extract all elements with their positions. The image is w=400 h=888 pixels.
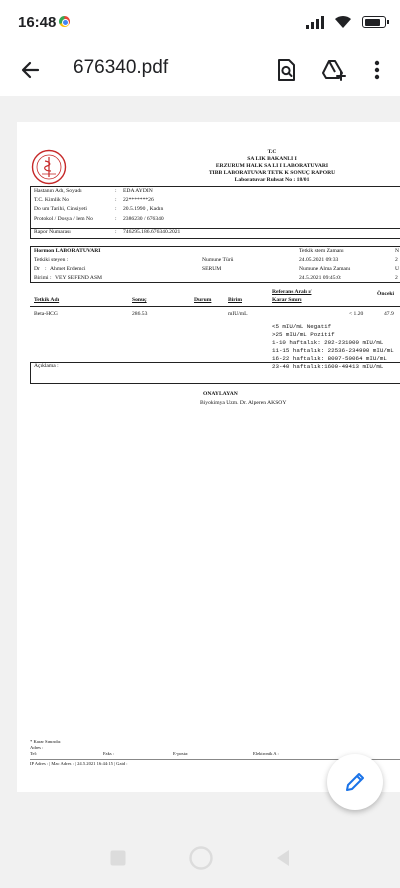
arrow-back-icon [20, 60, 40, 80]
result-test: Beta-HCG [34, 311, 58, 317]
reference-line: >25 mIU/mL Pozitif [272, 331, 335, 338]
pdf-viewer[interactable] [0, 96, 400, 820]
edit-fab-button[interactable] [327, 754, 383, 810]
reference-line: 16-22 haftalık: 8007-50064 mIU/mL [272, 355, 387, 362]
reference-line: <5 mIU/mL Negatif [272, 323, 332, 330]
patient-label: Hastanın Adı, Soyadı [34, 188, 82, 194]
circle-icon [188, 845, 214, 871]
back-button[interactable] [14, 54, 46, 86]
footer-email: E-posta: [173, 751, 189, 756]
col-n-value: 2 [395, 257, 398, 263]
colon: : [115, 188, 117, 194]
result-previous: 47.9 [384, 311, 394, 317]
footer-address: Adres : [30, 745, 44, 750]
search-in-pdf-button[interactable] [270, 54, 302, 86]
more-options-button[interactable] [361, 54, 393, 86]
results-header-test: Tetkik Adı [34, 297, 60, 303]
patient-value: EDA AYDIN [123, 188, 153, 194]
header-line: Laboratuvar Ruhsat No : 18/01 [234, 177, 310, 183]
patient-value: 22*******26 [123, 197, 154, 203]
requester-label: Tetkiki steyen : [34, 257, 69, 263]
divider [30, 228, 400, 229]
notes-box [30, 362, 400, 384]
search-document-icon [275, 58, 297, 82]
approved-label: ONAYLAYAN [203, 391, 238, 397]
footer-electronic: Elektronik A : [253, 751, 279, 756]
notes-label: Açıklama : [34, 363, 59, 369]
header-line: TIBB LABORATUVAR TETK K SONUÇ RAPORU [208, 170, 336, 176]
result-value: 286.53 [132, 311, 148, 317]
result-limit: < 1.20 [349, 311, 364, 317]
pdf-page [17, 122, 400, 792]
app-bar [0, 44, 400, 96]
patient-value: 20.5.1990 , Kadın [123, 206, 164, 212]
patient-value: 746295.186.676340.2021 [123, 229, 181, 235]
sample-type-value: SERUM [202, 266, 222, 272]
header-line: SA LIK BAKANLI I [247, 156, 297, 162]
home-button[interactable] [188, 845, 214, 871]
more-vert-icon [374, 60, 380, 80]
doctor-label: Dr [34, 266, 40, 272]
footer-ip-line: IP Adres : | Mac Adres : | 24.5.2021 16:44:15 | Gaid : [30, 761, 128, 766]
colon: : [115, 229, 117, 235]
lab-name: Hormon LABORATUVARI [34, 248, 101, 254]
patient-label: T.C. Kimlik No [34, 197, 70, 203]
status-icons [306, 13, 386, 31]
wifi-icon [334, 15, 352, 29]
sample-time-label: Numune Alma Zamanı [299, 266, 351, 272]
battery-level [365, 19, 381, 26]
patient-label: Rapor Numarası [34, 229, 71, 235]
footer-decision: * Karar Sınırıdır. [30, 739, 62, 744]
colon: : [50, 275, 52, 281]
approved-by: Biyokimya Uzm. Dr. Alperen AKSOY [200, 400, 287, 406]
square-icon [108, 848, 128, 868]
divider [30, 306, 400, 307]
system-nav-bar [0, 820, 400, 888]
unit-value: VEY SEFEND ASM [55, 275, 103, 281]
add-to-drive-button[interactable] [318, 54, 350, 86]
document-title: 676340.pdf [73, 57, 169, 78]
edit-pencil-icon [344, 771, 366, 793]
status-time: 16:48 [18, 14, 57, 31]
recent-apps-button[interactable] [108, 848, 128, 868]
reference-line: 11-15 haftalık: 22536-234990 mIU/mL [272, 347, 394, 354]
doctor-value: Ahmet Erdemci [50, 266, 86, 272]
colon: : [115, 197, 117, 203]
chrome-icon [59, 16, 70, 27]
status-bar [0, 0, 400, 44]
colon: : [45, 266, 47, 272]
header-line: ERZURUM HALK SA LI I LABORATUVARI [215, 163, 329, 169]
results-header-unit: Birim [228, 297, 242, 303]
patient-value: 2386230 / 676340 [123, 216, 164, 222]
unit-label: Birimi [34, 275, 49, 281]
results-header-reference: Referans Aralı ı/ [272, 289, 312, 295]
request-time-value: 24.05.2021 09:33 [299, 257, 339, 263]
back-nav-button[interactable] [273, 848, 293, 868]
sample-time-value: 24.5.2021 09:45:0: [299, 275, 342, 281]
col-u-value: 2 [395, 275, 398, 281]
colon: : [115, 216, 117, 222]
request-time-label: Tetkik stem Zamanı [299, 248, 344, 254]
results-header-reference-2: Karar Sınırı [272, 297, 302, 303]
signal-icon [306, 16, 324, 29]
footer-tel: Tel: [30, 751, 38, 756]
reference-line: 1-10 haftalık: 202-231000 mIU/mL [272, 339, 384, 346]
drive-add-icon [321, 58, 347, 82]
sample-type-label: Numune Türü [202, 257, 234, 263]
footer-fax: Faks : [103, 751, 115, 756]
battery-icon [362, 16, 386, 28]
reference-line: 23-40 haftalık:1600-49413 mIU/mL [272, 363, 384, 370]
header-line: T.C [267, 149, 277, 155]
col-n: N [395, 248, 400, 254]
col-u: U [395, 266, 400, 272]
triangle-back-icon [273, 848, 293, 868]
results-header-result: Sonuç [132, 297, 147, 303]
patient-label: Do um Tarihi, Cinsiyeti [34, 206, 87, 212]
patient-label: Protokol / Dosya / lem No [34, 216, 93, 222]
results-header-status: Durum [194, 297, 212, 303]
ministry-logo-icon [31, 149, 67, 185]
results-header-previous: Önceki [377, 291, 395, 297]
result-unit: mIU/mL [228, 311, 248, 317]
colon: : [115, 206, 117, 212]
